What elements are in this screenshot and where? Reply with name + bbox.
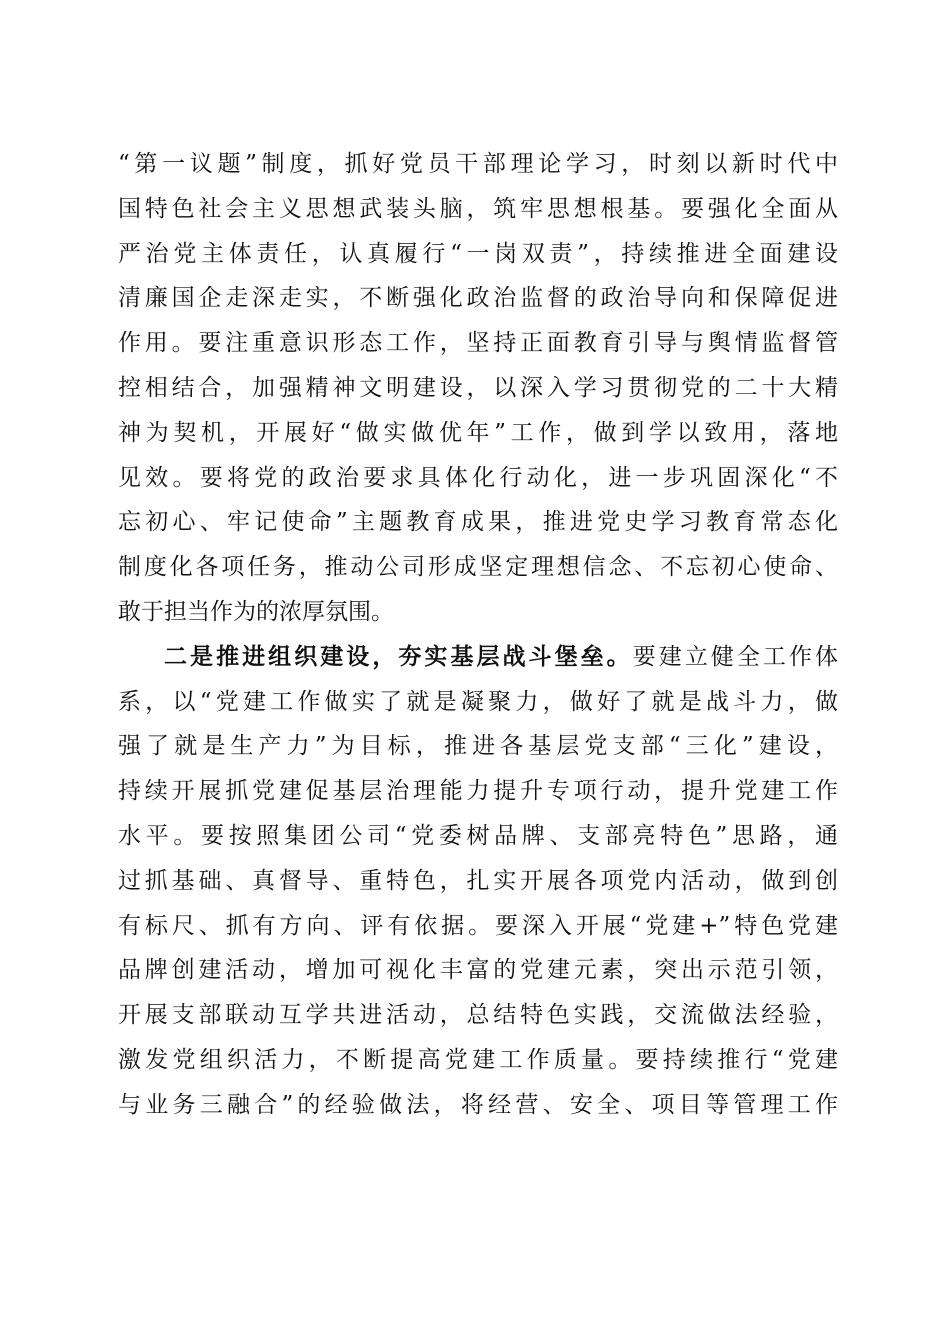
paragraph-first-line (118, 635, 838, 680)
paragraph-line: 制度化各项任务，推动公司形成坚定理想信念、不忘初心使命、 (118, 554, 838, 581)
paragraph-line: 清廉国企走深走实，不断强化政治监督的政治导向和保障促进 (118, 285, 838, 312)
section-heading: 二是推进组织建设，夯实基层战斗堡垒。 (164, 642, 633, 670)
paragraph-line: 持续开展抓党建促基层治理能力提升专项行动，提升党建工作 (118, 778, 838, 805)
paragraph-line: “第一议题”制度，抓好党员干部理论学习，时刻以新时代中 (118, 151, 838, 177)
paragraph-line: 敢于担当作为的浓厚氛围。 (118, 598, 394, 625)
paragraph-line: 与业务三融合”的经验做法，将经营、安全、项目等管理工作 (118, 1091, 838, 1118)
paragraph-1 (118, 142, 838, 635)
paragraph-line: 有标尺、抓有方向、评有依据。要深入开展“党建+”特色党建 (118, 912, 838, 939)
paragraph-line: 强了就是生产力”为目标，推进各基层党支部“三化”建设， (118, 733, 838, 760)
paragraph-line: 激发党组织活力，不断提高党建工作质量。要持续推行“党建 (118, 1046, 838, 1073)
paragraph-line: 忘初心、牢记使命”主题教育成果，推进党史学习教育常态化 (118, 509, 838, 536)
paragraph-line: 过抓基础、真督导、重特色，扎实开展各项党内活动，做到创 (118, 867, 838, 894)
paragraph-line: 作用。要注重意识形态工作，坚持正面教育引导与舆情监督管 (118, 330, 838, 357)
paragraph-text: 要建立健全工作体 (632, 643, 839, 670)
paragraph-line: 国特色社会主义思想武装头脑，筑牢思想根基。要强化全面从 (118, 195, 838, 222)
paragraph-line: 见效。要将党的政治要求具体化行动化，进一步巩固深化“不 (118, 464, 838, 491)
paragraph-line: 系，以“党建工作做实了就是凝聚力，做好了就是战斗力，做 (118, 688, 838, 715)
paragraph-line: 水平。要按照集团公司“党委树品牌、支部亮特色”思路，通 (118, 822, 838, 849)
paragraph-line: 严治党主体责任，认真履行“一岗双责”，持续推进全面建设 (118, 240, 838, 267)
paragraph-line: 控相结合，加强精神文明建设，以深入学习贯彻党的二十大精 (118, 374, 838, 401)
document-body (118, 142, 838, 1128)
paragraph-line: 神为契机，开展好“做实做优年”工作，做到学以致用，落地 (118, 419, 838, 446)
paragraph-line: 品牌创建活动，增加可视化丰富的党建元素，突出示范引领， (118, 957, 838, 984)
paragraph-2 (118, 635, 838, 1128)
paragraph-line: 开展支部联动互学共进活动，总结特色实践，交流做法经验， (118, 1002, 838, 1029)
